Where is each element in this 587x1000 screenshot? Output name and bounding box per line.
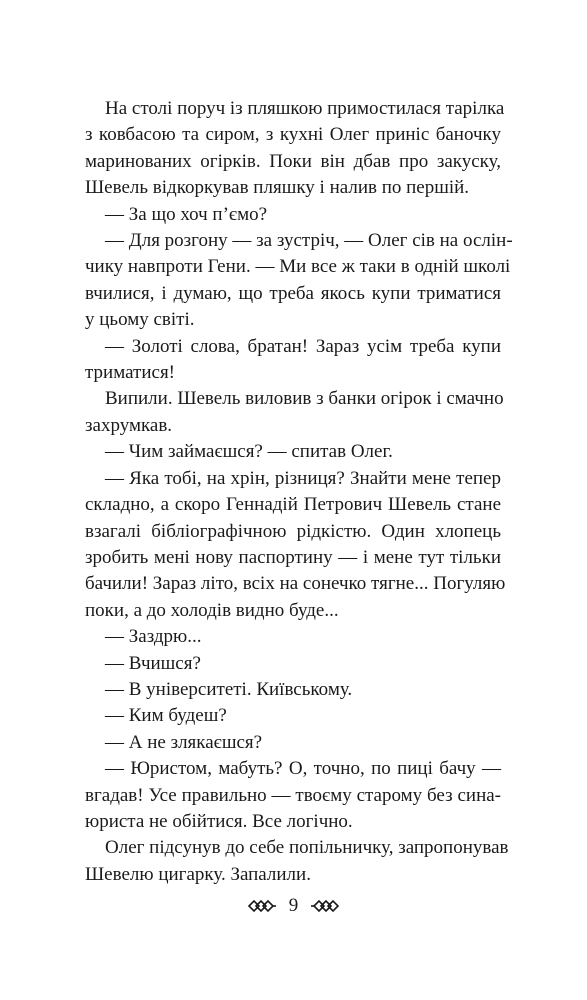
text-line: — Вчишся? [105, 652, 201, 674]
paragraph [85, 96, 505, 202]
paragraph [85, 835, 509, 888]
text-line: На столі поруч із пляшкою примостилася тарілка [105, 98, 505, 119]
paragraph [85, 703, 501, 729]
text-line: чику навпроти Гени. — Ми все ж таки в одній школі [85, 256, 511, 278]
page-number: 9 [288, 895, 299, 916]
text-line: Шевелю цигарку. Запалили. [85, 863, 311, 885]
text-line: бачили! Зараз літо, всіх на сонечко тягне... Погуляю [85, 573, 506, 595]
text-line: у цьому світі. [85, 309, 195, 331]
text-line: вгадав! Усе правильно — твоєму старому без сина- [85, 784, 501, 806]
text-line: — А не злякаєшся? [105, 731, 263, 753]
paragraph [85, 730, 501, 756]
text-line: вчилися, і думаю, що треба якось купи триматися [85, 282, 501, 304]
text-line: триматися! [85, 362, 176, 384]
text-line: складно, а скоро Геннадій Петрович Шевель стане [85, 494, 501, 516]
paragraph [85, 334, 501, 387]
text-line: — За що хоч п’ємо? [105, 203, 268, 225]
knot-ornament-icon [310, 899, 340, 913]
paragraph [85, 466, 506, 624]
text-line: з ковбасою та сиром, з кухні Олег приніс баночку [85, 124, 501, 146]
body-text [85, 96, 513, 888]
paragraph [85, 202, 501, 228]
text-line: — В університеті. Київському. [105, 678, 353, 700]
paragraph [85, 439, 501, 465]
paragraph [85, 651, 501, 677]
text-line: — Чим займаєшся? — спитав Олег. [105, 441, 393, 463]
text-line: юриста не обійтися. Все логічно. [85, 810, 353, 832]
text-line: Олег підсунув до себе попільничку, запропонував [105, 837, 509, 859]
text-line: — Ким будеш? [105, 705, 227, 727]
page-footer [0, 891, 587, 921]
text-line: — Юристом, мабуть? О, точно, по пиці бачу — [105, 758, 501, 780]
paragraph [85, 228, 513, 334]
text-line: — Яка тобі, на хрін, різниця? Знайти мене тепер [105, 467, 501, 489]
text-line: захрумкав. [85, 414, 173, 436]
text-line: Шевель відкоркував пляшку і налив по першій. [85, 177, 470, 199]
text-line: — Для розгону — за зустріч, — Олег сів на ослін- [105, 230, 513, 252]
text-line: маринованих огірків. Поки він дбав про закуску, [85, 150, 501, 172]
paragraph [85, 624, 501, 650]
paragraph [85, 386, 504, 439]
text-line: — Золоті слова, братан! Зараз усім треба купи [105, 335, 501, 357]
text-line: поки, а до холодів видно буде... [85, 599, 339, 621]
knot-ornament-icon [247, 899, 277, 913]
text-line: взагалі бібліографічною рідкістю. Один хлопець [85, 520, 501, 542]
text-line: зробить мені нову паспортину — і мене тут тільки [85, 546, 501, 568]
text-line: Випили. Шевель виловив з банки огірок і смачно [105, 388, 504, 410]
paragraph [85, 677, 501, 703]
paragraph [85, 756, 501, 835]
text-line: — Заздрю... [105, 626, 202, 648]
